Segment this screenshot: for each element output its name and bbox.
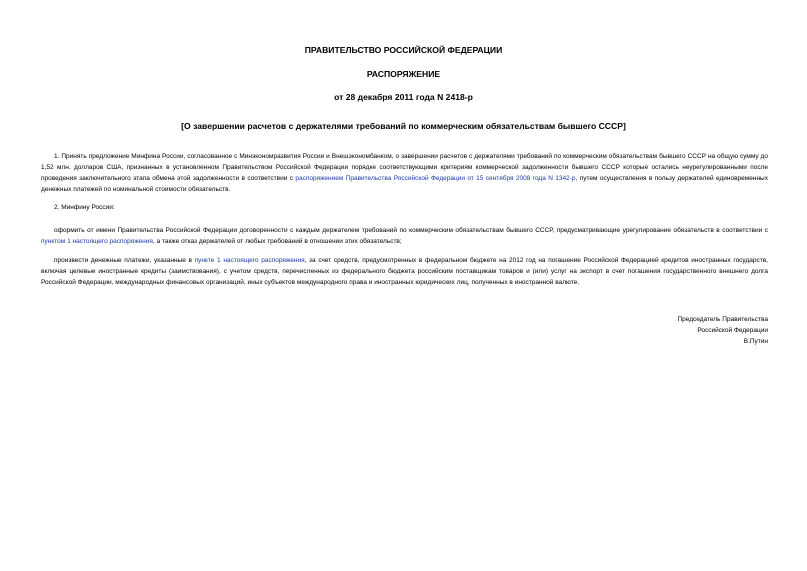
paragraph-4-link[interactable]: пункте 1 настоящего распоряжения — [194, 257, 305, 264]
government-heading: ПРАВИТЕЛЬСТВО РОССИЙСКОЙ ФЕДЕРАЦИИ — [304, 45, 503, 55]
paragraph-3-link[interactable]: пунктом 1 настоящего распоряжения — [41, 238, 153, 245]
date-number-heading: от 28 декабря 2011 года N 2418-р — [334, 92, 473, 102]
signature-name: В.Путин — [743, 338, 768, 345]
paragraph-4 — [41, 255, 768, 288]
paragraph-2 — [41, 202, 768, 213]
paragraph-1-text: 1. Принять предложение Минфина России, согласованное с Минэкономразвития России и Внешэкономбанком, о завершении расчетов с держателями требований по коммерческим обязательствам бывшего СССР на общую сумму до 1,52 млн. долларов США, признанных в установленном Правительством Российской Федерации порядке соответствующими критериям коммерческой задолженности бывшего СССР которые остались неурегулированными после проведения заключительного этапа обмена этой задолженности в соответствии с — [41, 153, 768, 182]
paragraph-3-text-end: , а также отказ держателей от любых требований в отношении этих обязательств; — [152, 238, 402, 245]
paragraph-3-text: оформить от имени Правительства Российской Федерации договоренности с каждым держателем требований по коммерческим обязательствам бывшего СССР, предусматривающие урегулирование обязательств в соответствии с — [54, 227, 768, 234]
paragraph-3 — [41, 225, 768, 247]
paragraph-1-link[interactable]: распоряжением Правительства Российской Федерации от 15 сентября 2008 года N 1342-р — [295, 175, 576, 182]
paragraph-1 — [41, 151, 768, 195]
paragraph-4-text: произвести денежные платежи, указанные в — [54, 257, 195, 264]
signature-position: Председатель Правительства — [677, 316, 768, 323]
paragraph-2-text: 2. Минфину России: — [54, 204, 115, 211]
paragraph-4-text-end: , за счет средств, предусмотренных в федеральном бюджете на 2012 год на погашение Российской Федерацией кредитов иностранных государств, включая целевые иностранные кредиты (заимствования), с учетом средств, перечисленных из федерального бюджета российским поставщикам товаров и (или) услуг на экспорт в счет погашения государственного внешнего долга Российской Федерации, международных финансовых организаций, иных субъектов международного права и иностранных юридических лиц, полученных в иностранной валюте. — [41, 257, 768, 286]
paragraph-1-text-end: , путем осуществления в пользу держателей единовременных денежных платежей по номинальной стоимости обязательств. — [41, 175, 768, 193]
document-title: [О завершении расчетов с держателями требований по коммерческим обязательствам бывшего СССР] — [181, 121, 626, 131]
document-type-heading: РАСПОРЯЖЕНИЕ — [366, 69, 441, 79]
signature-organization: Российской Федерации — [697, 327, 768, 334]
